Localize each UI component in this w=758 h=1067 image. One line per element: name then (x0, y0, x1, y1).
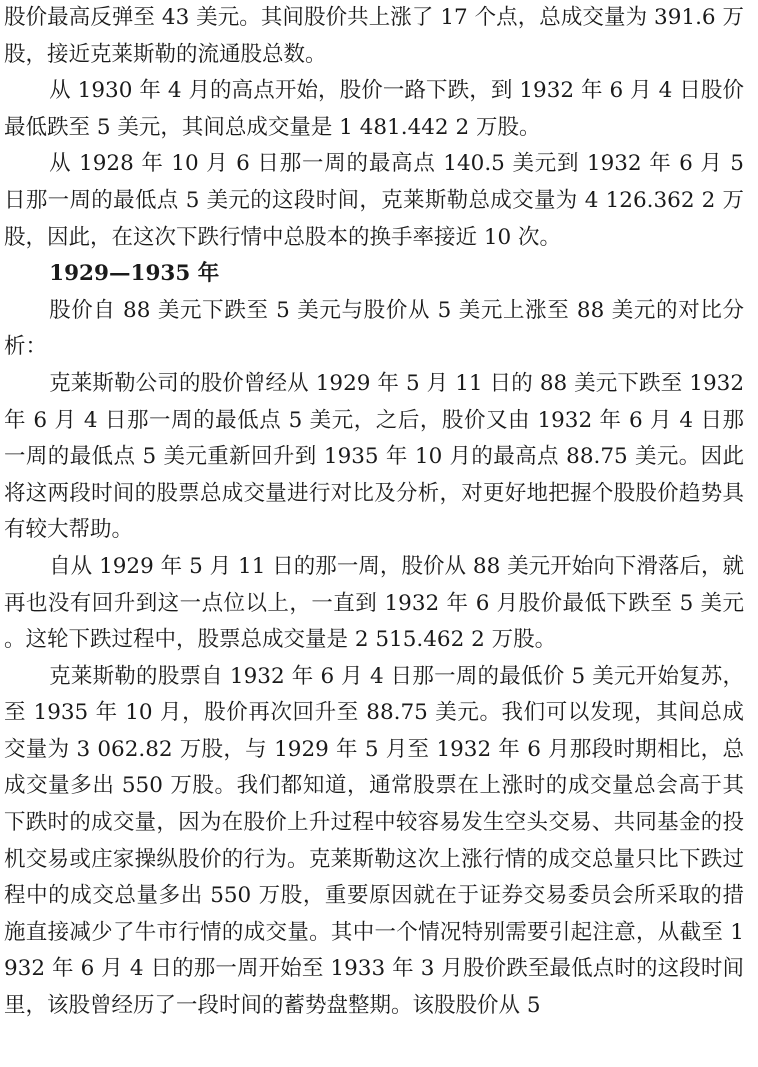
paragraph-2: 从 1930 年 4 月的高点开始，股价一路下跌，到 1932 年 6 月 4 日股价最低跌至 5 美元，其间总成交量是 1 481.442 2 万股。 (4, 78, 744, 140)
paragraph-3: 从 1928 年 10 月 6 日那一周的最高点 140.5 美元到 1932 年 6 月 5 日那一周的最低点 5 美元的这段时间，克莱斯勒总成交量为 4 126.362 2 万股，因此，在这次下跌行情中总股本的换手率接近 10 次。 (4, 151, 744, 250)
paragraph-4: 股价自 88 美元下跌至 5 美元与股价从 5 美元上涨至 88 美元的对比分析： (4, 297, 744, 360)
paragraph-6: 自从 1929 年 5 月 11 日的那一周，股价从 88 美元开始向下滑落后，就再也没有回升到这一点位以上，一直到 1932 年 6 月股价最低下跌至 5 美元。这轮下跌过程中，股票总成交量是 2 515.462 2 万股。 (4, 553, 744, 653)
paragraph-7: 克莱斯勒的股票自 1932 年 6 月 4 日那一周的最低价 5 美元开始复苏，至 1935 年 10 月，股价再次回升至 88.75 美元。我们可以发现，其间总成交量为 3 062.82 万股，与 1929 年 5 月至 1932 年 6 月那段时期相比，总成交量多出 550 万股。我们都知道，通常股票在上涨时的成交量总会高于其下跌时的成交量，因为在股价上升过程中较容易发生空头交易、共同基金的投机交易或庄家操纵股价的行为。克莱斯勒这次上涨行情的成交总量只比下跌过程中的成交总量多出 550 万股，重要原因就在于证券交易委员会所采取的措施直接减少了牛市行情的成交量。其中一个情况特别需要引起注意，从截至 1932 年 6 月 4 日的那一周开始至 1933 年 3 月股价跌至最低点时的这段时间里，该股曾经历了一段时间的蓄势盘整期。该股股价从 5 (4, 663, 744, 1019)
section-heading: 1929—1935 年 (49, 261, 220, 287)
paragraph-5: 克莱斯勒公司的股价曾经从 1929 年 5 月 11 日的 88 美元下跌至 1932 年 6 月 4 日那一周的最低点 5 美元，之后，股价又由 1932 年 6 月 4 日那一周的最低点 5 美元重新回升到 1935 年 10 月的最高点 88.75 美元。因此将这两段时间的股票总成交量进行对比及分析，对更好地把握个股股价趋势具有较大帮助。 (4, 370, 744, 543)
paragraph-1: 股价最高反弹至 43 美元。其间股价共上涨了 17 个点，总成交量为 391.6 万股，接近克莱斯勒的流通股总数。 (4, 5, 744, 67)
